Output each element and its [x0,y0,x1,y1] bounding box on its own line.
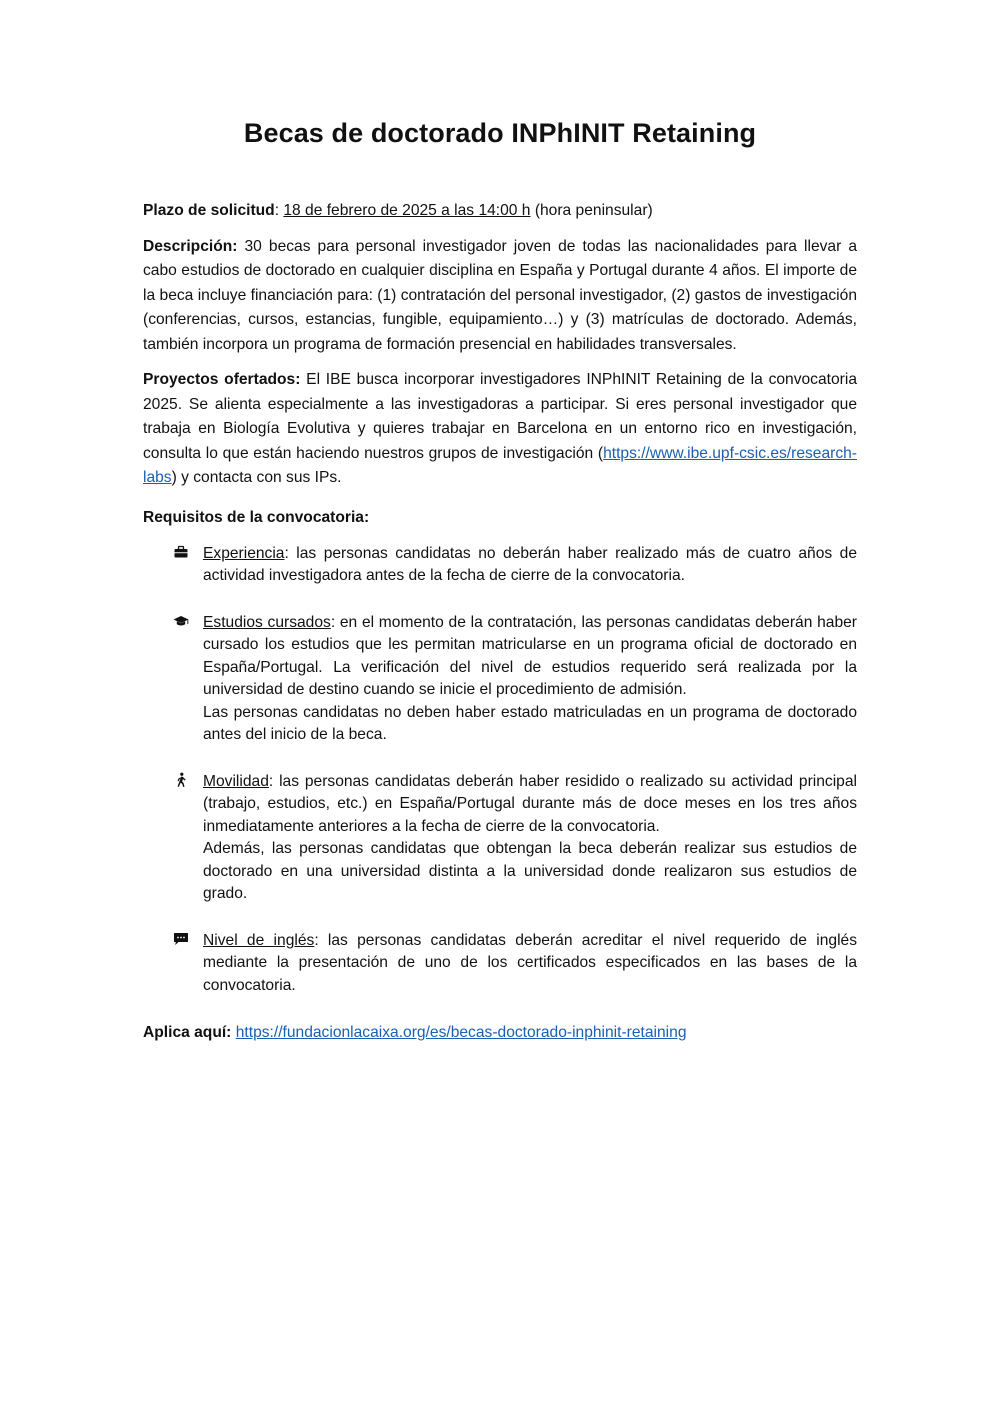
page-title: Becas de doctorado INPhINIT Retaining [243,118,757,148]
plazo-date: 18 de febrero de 2025 a las 14:00 h [283,202,531,219]
plazo-separator: : [274,202,284,219]
requisito-ingles-label: Nivel de inglés [203,931,315,949]
requisito-movilidad-label: Movilidad [203,772,269,790]
requisito-estudios-text: : en el momento de la contratación, las personas candidatas deberán haber cursado los estudios que les permitan matricularse en un programa oficial de doctorado en España/Portugal. La verificación del nivel de estudios requerido será realizada por la universidad de destino cuando se inicie el procedimiento de admisión. [203,613,857,698]
proyectos-label: Proyectos ofertados: [143,371,301,388]
requisito-experiencia-label: Experiencia [203,544,285,562]
walking-person-icon [173,772,189,788]
speech-bubble-icon [173,931,189,947]
document-page [143,118,857,1045]
requisito-ingles-text: : las personas candidatas deberán acreditar el nivel requerido de inglés mediante la presentación de uno de los certificados especificados en las bases de la convocatoria. [203,931,857,994]
proyectos-text-after: ) y contacta con sus IPs. [171,469,342,486]
plazo-label: Plazo de solicitud [143,202,275,219]
requisitos-title: Requisitos de la convocatoria: [143,508,370,526]
descripcion-label: Descripción: [143,237,238,255]
requisito-estudios [143,612,857,747]
requisito-estudios-line-0 [203,612,857,702]
descripcion-text: 30 becas para personal investigador joven de todas las nacionalidades para llevar a cabo estudios de doctorado en cualquier disciplina en España y Portugal durante 4 años. El importe de la beca incluye financiación para: (1) contratación del personal investigador, (2) gastos de investigación (conferencias, cursos, estancias, fungible, equipamiento…) y (3) matrículas de doctorado. Además, también incorpora un programa de formación presencial en habilidades transversales. [143,237,857,353]
proyectos-text-before: El IBE busca incorporar investigadores INPhINIT Retaining de la convocatoria 2025. Se alienta especialmente a las investigadoras a participar. Si eres personal investigador que trabaja en Biología Evolutiva y quieres trabajar en Barcelona en un entorno rico en investigación, consulta lo que están haciendo nuestros grupos de investigación ( [143,371,857,462]
requisito-experiencia-line-0 [203,543,857,588]
requisito-movilidad [143,771,857,906]
aplica-label: Aplica aquí: [143,1024,232,1041]
requisito-movilidad-line-1: Además, las personas candidatas que obtengan la beca deberán realizar sus estudios de doctorado en una universidad distinta a la universidad donde realizaron sus estudios de grado. [203,840,857,902]
apply-link[interactable]: https://fundacionlacaixa.org/es/becas-doctorado-inphinit-retaining [235,1024,687,1041]
requisito-ingles-line-0 [203,930,857,998]
requisito-movilidad-line-0 [203,771,857,839]
requisito-ingles [143,930,857,998]
requisito-movilidad-text: : las personas candidatas deberán haber residido o realizado su actividad principal (trabajo, estudios, etc.) en España/Portugal durante más de doce meses en los tres años inmediatamente anteriores a la fecha de cierre de la convocatoria. [203,772,857,835]
aplica-paragraph [143,1021,857,1045]
proyectos-paragraph [143,368,857,491]
requisito-experiencia-text: : las personas candidatas no deberán haber realizado más de cuatro años de actividad investigadora antes de la fecha de cierre de la convocatoria. [203,544,857,584]
briefcase-icon [173,544,189,560]
plazo-paragraph [143,199,857,224]
requisito-estudios-line-1: Las personas candidatas no deben haber estado matriculadas en un programa de doctorado antes del inicio de la beca. [203,703,857,743]
descripcion-paragraph [143,235,857,358]
requisito-experiencia [143,543,857,588]
graduation-cap-icon [173,613,189,629]
research-labs-link[interactable]: https://www.ibe.upf-csic.es/research-labs [143,444,857,486]
plazo-note: (hora peninsular) [530,202,653,219]
requisito-estudios-label: Estudios cursados [203,613,331,631]
